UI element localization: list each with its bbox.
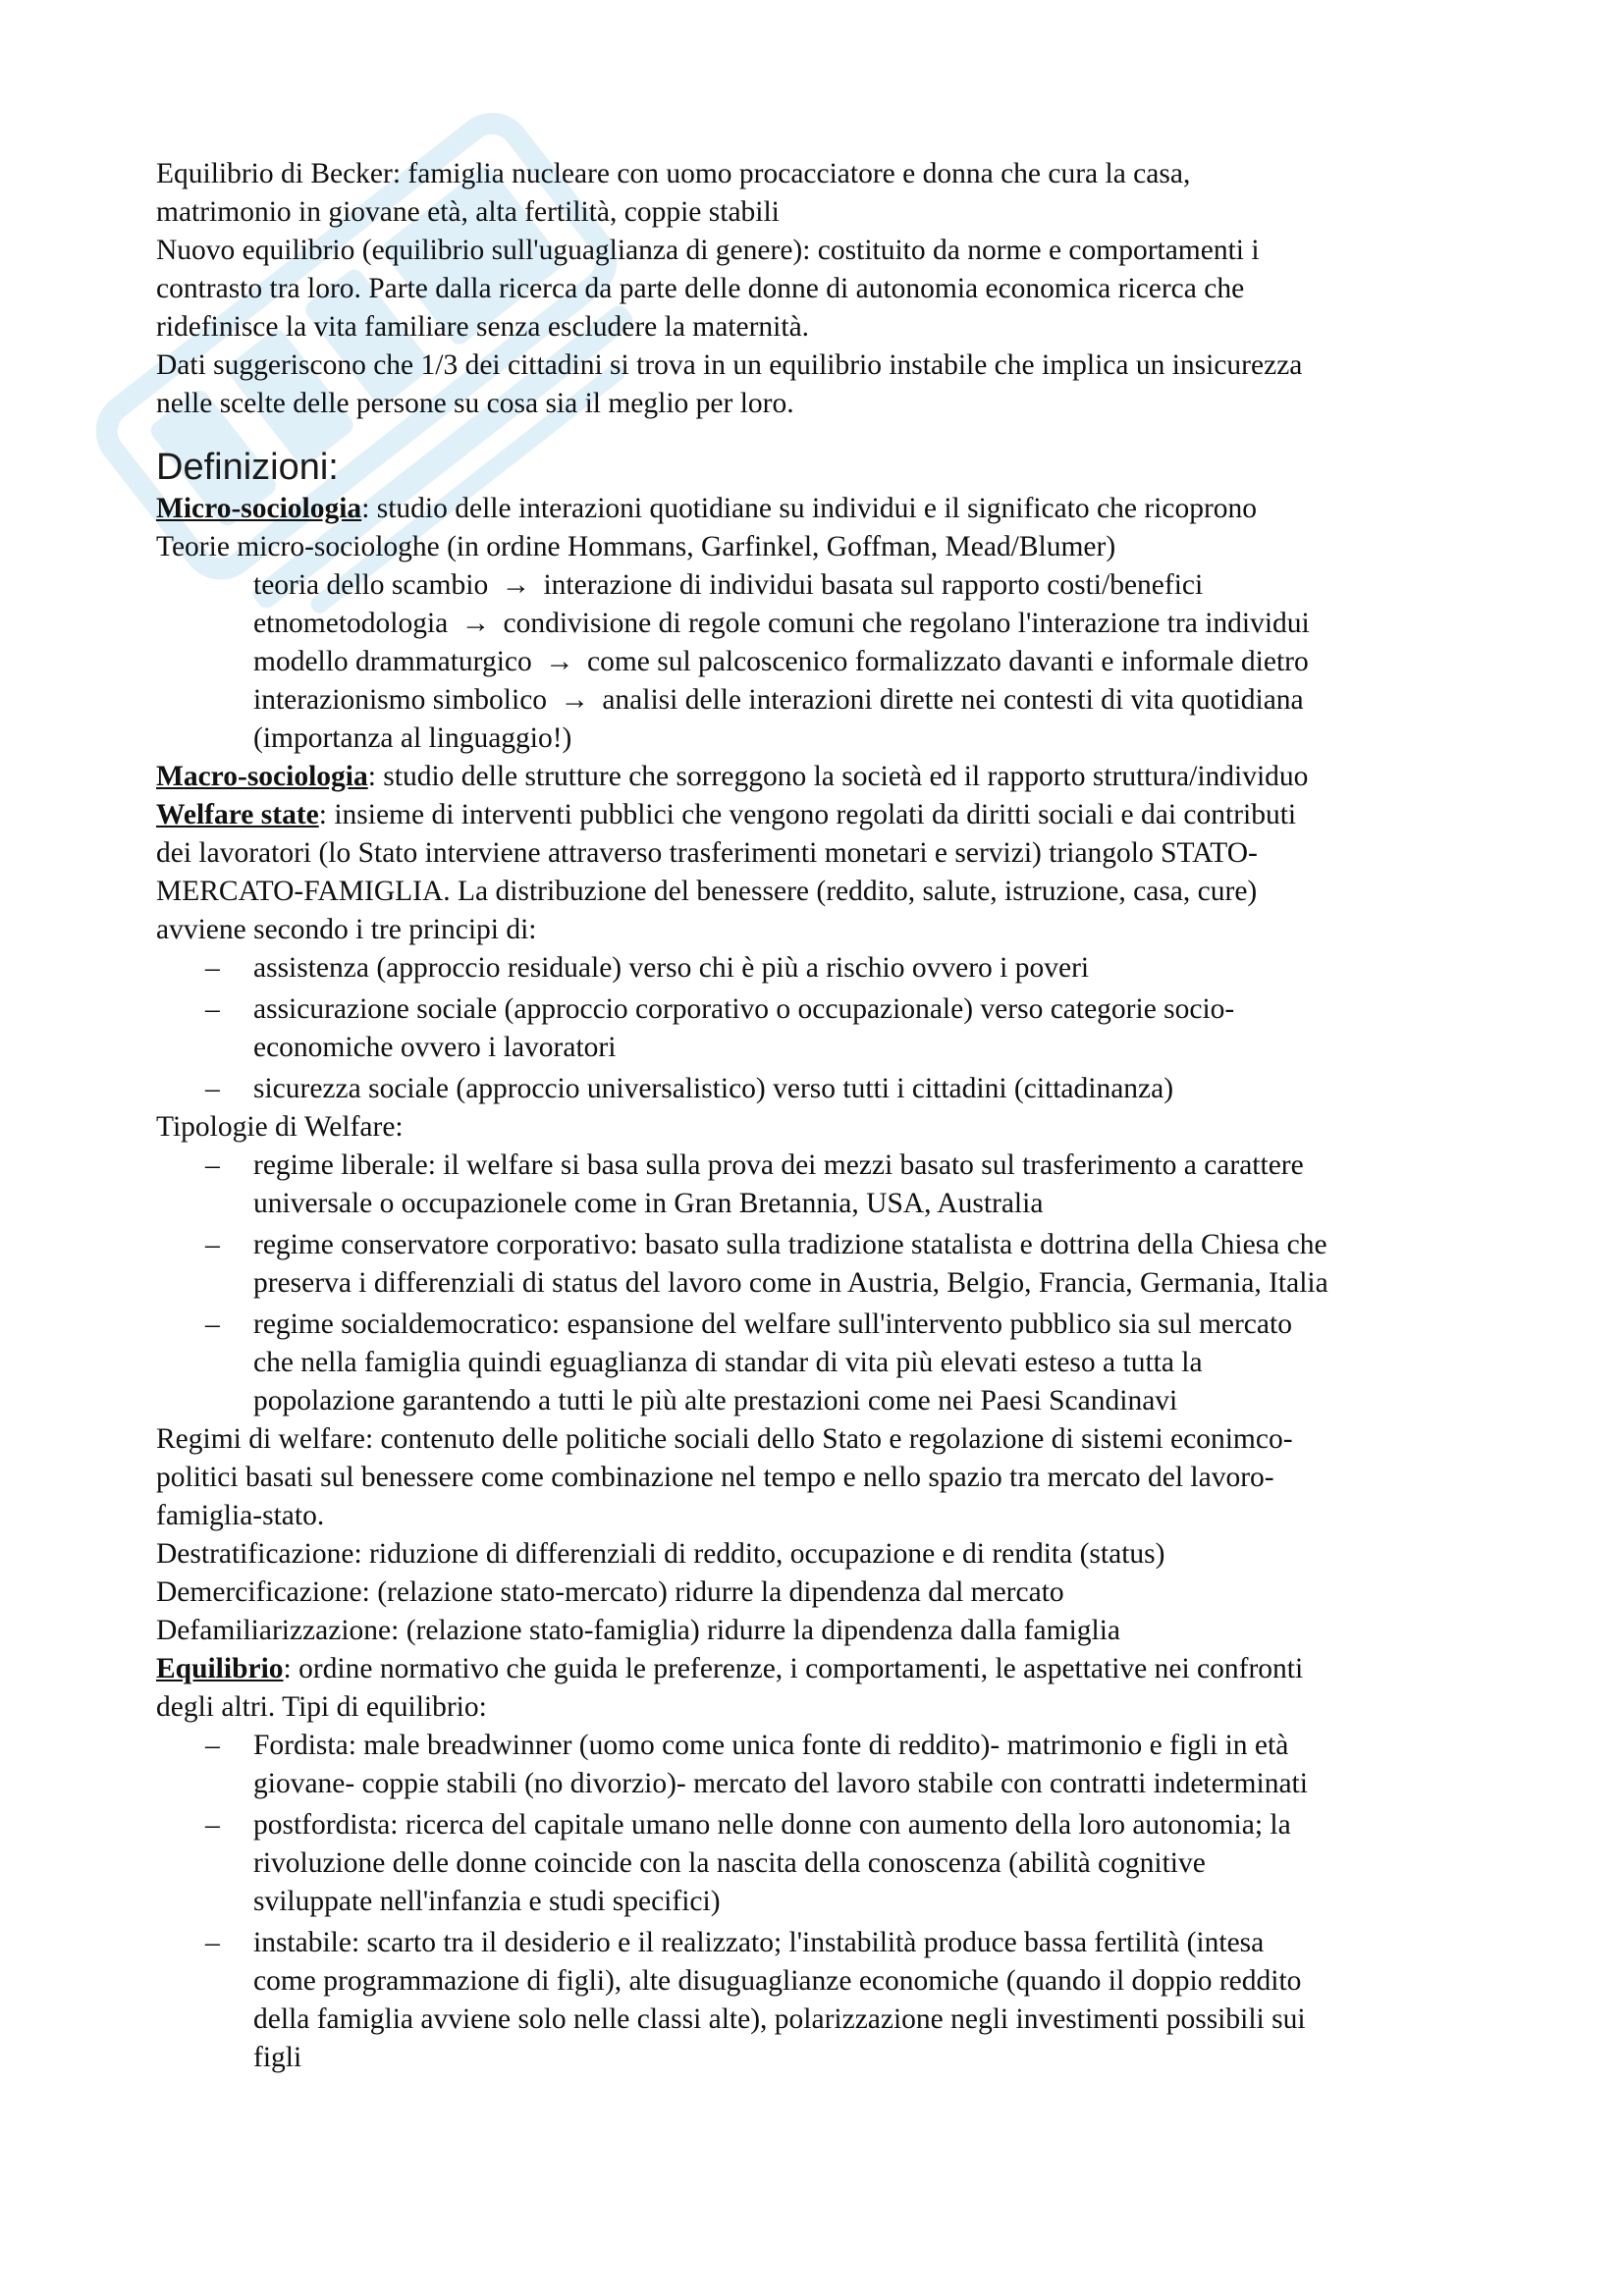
text-line: regime liberale: il welfare si basa sulla prova dei mezzi basato sul trasferimento a carattere: [253, 1149, 1304, 1181]
list-item: [156, 990, 1496, 1067]
theory-desc: interazione di individui basata sul rapporto costi/benefici: [543, 569, 1204, 601]
text-line: rivoluzione delle donne coincide con la nascita della conoscenza (abilità cognitive: [253, 1847, 1206, 1879]
text-line: regime socialdemocratico: espansione del welfare sull'intervento pubblico sia sul mercato: [253, 1308, 1292, 1340]
text-line: assistenza (approccio residuale) verso chi è più a rischio ovvero i poveri: [253, 952, 1090, 984]
theory-desc: condivisione di regole comuni che regolano l'interazione tra individui: [503, 608, 1310, 639]
term-label: Macro-sociologia: [156, 761, 368, 792]
text-line: matrimonio in giovane età, alta fertilità, coppie stabili: [156, 196, 780, 228]
list-item: [156, 1924, 1496, 2077]
text-line: degli altri. Tipi di equilibrio:: [156, 1691, 487, 1723]
arrow-icon: →: [460, 608, 491, 639]
dash-bullet-icon: –: [205, 993, 220, 1025]
theory-item: [156, 681, 1496, 720]
text-line: avviene secondo i tre principi di:: [156, 914, 537, 945]
definition-micro-sociologia: [156, 490, 1496, 528]
list-item: [156, 1727, 1496, 1803]
text-line: figli: [253, 2042, 302, 2073]
text-line: Defamiliarizzazione: (relazione stato-famiglia) ridurre la dipendenza dalla famiglia: [156, 1615, 1121, 1646]
dash-bullet-icon: –: [205, 1308, 220, 1340]
text-line: nelle scelte delle persone su cosa sia il meglio per loro.: [156, 388, 794, 419]
text-line: assicurazione sociale (approccio corporativo o occupazionale) verso categorie socio-: [253, 993, 1235, 1025]
text-line: contrasto tra loro. Parte dalla ricerca da parte delle donne di autonomia economica ricerca che: [156, 273, 1245, 304]
text-line: [156, 796, 1496, 834]
text-line: postfordista: ricerca del capitale umano nelle donne con aumento della loro autonomia; la: [253, 1809, 1291, 1841]
text-line: sviluppate nell'infanzia e studi specifici): [253, 1886, 721, 1917]
equilibria-list: [156, 1727, 1496, 2077]
text-line: come programmazione di figli), alte disuguaglianze economiche (quando il doppio reddito: [253, 1965, 1302, 1997]
dash-bullet-icon: –: [205, 1809, 220, 1841]
definition-text: : insieme di interventi pubblici che vengono regolati da diritti sociali e dai contributi: [318, 799, 1297, 830]
text-line: MERCATO-FAMIGLIA. La distribuzione del benessere (reddito, salute, istruzione, casa, cure): [156, 876, 1258, 907]
regimes-paragraph: [156, 1420, 1496, 1650]
dash-bullet-icon: –: [205, 1927, 220, 1958]
dash-bullet-icon: –: [205, 1229, 220, 1260]
text-line: economiche ovvero i lavoratori: [253, 1032, 617, 1063]
definition-text: : ordine normativo che guida le preferenze, i comportamenti, le aspettative nei confronti: [283, 1653, 1304, 1684]
typologies-intro: Tipologie di Welfare:: [156, 1111, 404, 1143]
definition-text: : studio delle interazioni quotidiane su individui e il significato che ricoprono: [361, 493, 1258, 524]
text-line: giovane- coppie stabili (no divorzio)- mercato del lavoro stabile con contratti indeterminati: [253, 1768, 1308, 1799]
text-line: famiglia-stato.: [156, 1500, 325, 1531]
text-line: della famiglia avviene solo nelle classi alte), polarizzazione negli investimenti possibili sui: [253, 2003, 1306, 2035]
term-label: Equilibrio: [156, 1653, 284, 1684]
dash-bullet-icon: –: [205, 1149, 220, 1181]
list-item: [156, 1806, 1496, 1921]
text-line: Fordista: male breadwinner (uomo come unica fonte di reddito)- matrimonio e figli in età: [253, 1730, 1289, 1761]
intro-paragraph: [156, 155, 1496, 423]
theory-name: teoria dello scambio: [253, 569, 489, 601]
theory-tail: (importanza al linguaggio!): [253, 722, 572, 754]
list-item: [156, 1306, 1496, 1420]
text-line: Destratificazione: riduzione di differenziali di reddito, occupazione e di rendita (status): [156, 1538, 1165, 1570]
list-item: [156, 1147, 1496, 1223]
theory-name: interazionismo simbolico: [253, 684, 548, 716]
text-line: dei lavoratori (lo Stato interviene attraverso trasferimenti monetari e servizi) triangolo STATO-: [156, 837, 1258, 869]
definition-equilibrio: [156, 1650, 1496, 1727]
theory-item: [156, 566, 1496, 605]
dash-bullet-icon: –: [205, 952, 220, 984]
list-item: [156, 1070, 1496, 1108]
text-line: sicurezza sociale (approccio universalistico) verso tutti i cittadini (cittadinanza): [253, 1073, 1174, 1104]
text-line: Demercificazione: (relazione stato-mercato) ridurre la dipendenza dal mercato: [156, 1576, 1064, 1608]
section-heading: Definizioni:: [156, 447, 339, 488]
arrow-icon: →: [545, 646, 574, 677]
text-line: instabile: scarto tra il desiderio e il realizzato; l'instabilità produce bassa fertilità (intesa: [253, 1927, 1265, 1958]
theory-item: [156, 605, 1496, 643]
text-line: ridefinisce la vita familiare senza escludere la maternità.: [156, 311, 810, 343]
text-line: [156, 1650, 1496, 1688]
definition-welfare-state: [156, 796, 1496, 949]
definition-macro-sociologia: [156, 758, 1496, 796]
theory-name: modello drammaturgico: [253, 646, 532, 677]
text-line: politici basati sul benessere come combinazione nel tempo e nello spazio tra mercato del lavoro-: [156, 1462, 1274, 1493]
text-line: regime conservatore corporativo: basato sulla tradizione statalista e dottrina della Chiesa che: [253, 1229, 1327, 1260]
arrow-icon: →: [501, 569, 531, 601]
arrow-icon: →: [560, 684, 589, 716]
text-line: preserva i differenziali di status del lavoro come in Austria, Belgio, Francia, Germania, Italia: [253, 1267, 1328, 1299]
document-body: [156, 155, 1496, 2077]
list-item: [156, 1226, 1496, 1303]
theory-item: [156, 643, 1496, 681]
text-line: Regimi di welfare: contenuto delle politiche sociali dello Stato e regolazione di sistemi econimco-: [156, 1423, 1293, 1455]
text-line: che nella famiglia quindi eguaglianza di standar di vita più elevati esteso a tutta la: [253, 1347, 1203, 1378]
term-label: Micro-sociologia: [156, 493, 362, 524]
theory-desc: come sul palcoscenico formalizzato davanti e informale dietro: [587, 646, 1309, 677]
principles-list: [156, 949, 1496, 1108]
theories-intro: Teorie micro-sociologhe (in ordine Hommans, Garfinkel, Goffman, Mead/Blumer): [156, 531, 1116, 562]
text-line: Dati suggeriscono che 1/3 dei cittadini si trova in un equilibrio instabile che implica un insicurezza: [156, 349, 1303, 381]
text-line: universale o occupazionele come in Gran Bretannia, USA, Australia: [253, 1188, 1044, 1219]
text-line: Nuovo equilibrio (equilibrio sull'uguaglianza di genere): costituito da norme e comportamenti i: [156, 235, 1260, 266]
definition-text: : studio delle strutture che sorreggono la società ed il rapporto struttura/individuo: [367, 761, 1309, 792]
term-label: Welfare state: [156, 799, 319, 830]
typologies-list: [156, 1147, 1496, 1420]
theory-desc: analisi delle interazioni dirette nei contesti di vita quotidiana: [602, 684, 1304, 716]
text-line: popolazione garantendo a tutti le più alte prestazioni come nei Paesi Scandinavi: [253, 1385, 1178, 1416]
dash-bullet-icon: –: [205, 1073, 220, 1104]
text-line: Equilibrio di Becker: famiglia nucleare con uomo procacciatore e donna che cura la casa,: [156, 158, 1191, 189]
list-item: [156, 949, 1496, 988]
theory-name: etnometodologia: [253, 608, 449, 639]
dash-bullet-icon: –: [205, 1730, 220, 1761]
